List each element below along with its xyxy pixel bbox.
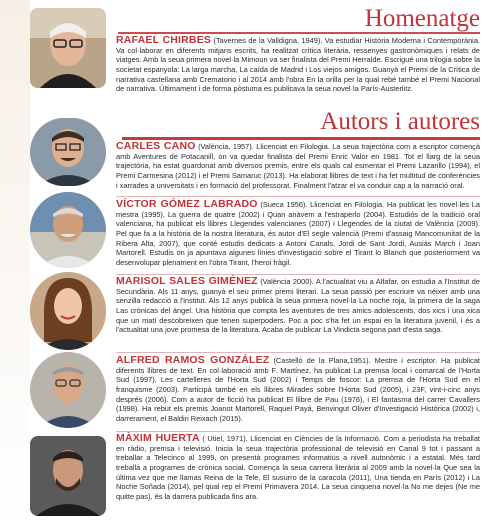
photo-carles-cano	[30, 118, 106, 186]
entry-rafael-chirbes	[116, 36, 480, 94]
entry-marisol-sales	[116, 277, 480, 335]
separator	[116, 352, 480, 353]
separator	[116, 196, 480, 197]
author-name: ALFRED RAMOS GONZÁLEZ	[116, 354, 270, 366]
decorative-sidebar	[0, 0, 30, 526]
author-bio: (València, 1957). Llicenciat en Filologia. La seua trajectòria com a escriptor començà amb Aventures de Potacanill, on va quedar finalista del Premi Enric Valor en 1981. Tot el llarg de la seua trajectòria, ha estat guardonat amb diversos premis, entre els quals cal esmentar el Premi Lazarillo (1994), el Premi Carmesina (2012) i el Premi Samaruc (2013). Ha elaborat llibres de text i ha fet multitud de conferències i xarrades a universitats i en formació del professorat. Finalment l'atzar el va conduir cap a la narració oral.	[116, 142, 480, 190]
portrait-image	[30, 8, 106, 88]
author-name: MÀXIM HUERTA	[116, 432, 200, 444]
author-bio: (València 2000). A l'actualitat viu a Alfafar, on estudia a l'Institut de Secundària. Als 11 anys, guanyà el seu primer premi literari. La seua passió per escriure va néixer amb una senzilla redacció a l'institut. Als 12 anys publicà la seua primera novel·la La noche roja, la primera de la saga Las crónicas del ángel. Una història que compta les aventures de tres amics adolescents, dos xics i una xica que un matí descobreixen que tenen superpoders. Poc a poc s'ha fet un espai en la literatura juvenil, i és a l'actualitat una jove promesa de la literatura. Acaba de publicar La Vindicta segona part d'esta saga.	[116, 277, 480, 335]
author-bio: (Sueca 1956). Llicenciat en Filologia. Ha publicat les novel·les La mestra (1995), La guerra de quatre (2002) i Quan anàvem a l'estraperlo (2004). Estudiós de la tradició oral valenciana, ha publicat els llibres Llegendes valencianes (2007) i Llegendes de la ciutat de València (2009). Pel que fa a la història de la nostra literatura, és autor d'El segle valencià (Premi d'assaig Mancomunitat de la Ribera Alta, 2007), que conté estudis dedicats a Antoni Canals, Jordi de Sant Jordi, Ausiàs March i Joan Martorell. Estudis on ja apuntava algunes línies d'investigació sobre el Tirant lo Blanch que posteriorment va desenvolupar plenament en l'obra Tirant, l'heroi fràgil.	[116, 200, 480, 267]
entry-victor-gomez-labrado	[116, 200, 480, 268]
author-name: MARISOL SALES GIMÉNEZ	[116, 275, 258, 287]
photo-alfred-ramos	[30, 352, 106, 428]
portrait-image	[30, 352, 106, 428]
photo-victor-gomez-labrado	[30, 192, 106, 268]
portrait-image	[30, 272, 106, 350]
photo-marisol-sales	[30, 272, 106, 350]
photo-maxim-huerta	[30, 436, 106, 516]
author-bio: (Tavernes de la Valldigna, 1949). Va estudiar Història Moderna i Contemporània. Va col·laborar en diferents mitjans escrits, ha realitzat crítica literària, ressenyes gastronòmiques i relats de viatges. Amb la seua primera novel·la Mimoun va ser finalista del Premi Herralde. Escrigué una trilogia sobre la societat espanyola: La larga marcha, La caída de Madrid i Los viejos amigos. Guanyà el Premi de la Crítica de narrativa castellana amb Crematorio i al 2014 amb l'obra En la orilla per la qual rebé també el Premi Nacional de narrativa. Últimament i de forma pòstuma es publicava la seua novel·la París-Austerlitz.	[116, 36, 480, 94]
entry-alfred-ramos	[116, 356, 480, 424]
entry-maxim-huerta	[116, 434, 480, 502]
portrait-image	[30, 436, 106, 516]
portrait-image	[30, 118, 106, 186]
author-name: CARLES CANO	[116, 140, 196, 152]
photo-rafael-chirbes	[30, 8, 106, 88]
author-bio: (Castelló de la Plana,1951). Mestre i escriptor. Ha publicat diferents llibres de text. En col·laboració amb F. Martínez, ha publicat La premsa local i comarcal de l'Horta Sud (1997), Les cartelleres de l'Horta Sud (2002) i Temps de foscor: La premsa de l'Horta Sud en el franquisme (2003). Participà també en els llibres Mirades sobre l'Horta Sud (2005), i 23F, vint-i-cinc anys després (2006). Com a autor de ficció ha publicat El llibre de Pau (1976), i El fantasma del carrer Cavallers (1998). Ha rebut els premis Joanot Martorell, Raquel Payà, Benvingut Oliver d'Investigació Històrica (2002) i, darrerament, el Baldiri Reixach (2015).	[116, 356, 480, 423]
author-bio: ( Utiel, 1971). Llicenciat en Ciències de la Informació. Com a periodista ha treballat en ràdio, premsa i televisió. Inicia la seua trajectòria professional de televisió en Canal 9 tot i passant a treballar a Telecinco al 1999, on presentà programes informatius a nivell autonòmic i a estatal. Més tard treballà a programes de crònica social. Comença la seua carrera literària al 2009 amb la novel·la Que sea la última vez que me llamas Reina de la Tele, El susurro de la caracola (2011), Una tienda en París (2012) i La Noche Soñada (2014), pel qual rep el Premi Primavera 2014. La seua cinquena novel·la No me dejes (Ne me quitte pas), és la darrera publicada fins ara.	[116, 434, 480, 501]
heading-autors: Autors i autores	[320, 108, 480, 135]
author-name: VÍCTOR GÓMEZ LABRADO	[116, 198, 258, 210]
entry-carles-cano	[116, 142, 480, 190]
portrait-image	[30, 192, 106, 268]
heading-homenatge: Homenatge	[364, 5, 480, 32]
author-name: RAFAEL CHIRBES	[116, 34, 212, 46]
